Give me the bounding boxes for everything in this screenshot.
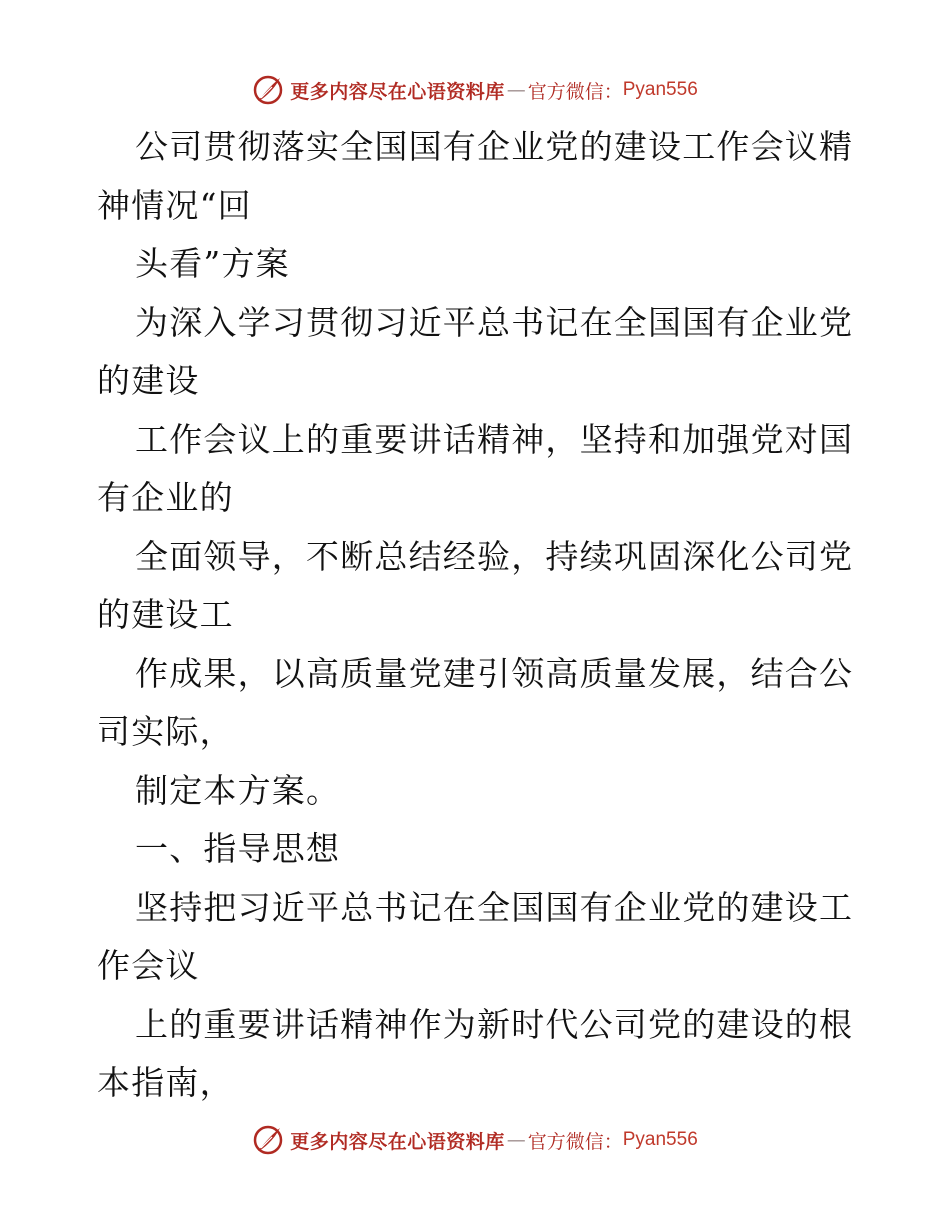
header-watermark-banner	[0, 70, 950, 110]
banner-separator: —	[506, 1129, 526, 1151]
text-line: 制定本方案。	[135, 770, 341, 810]
banner-wechat-id: Pyan556	[622, 79, 698, 100]
banner-wechat-id: Pyan556	[622, 1129, 698, 1150]
banner-wechat-label: 官方微信：	[527, 1130, 623, 1153]
text-line: 有企业的	[97, 478, 234, 517]
document-body	[97, 118, 857, 1113]
text-line: 头看”方案	[135, 244, 290, 283]
footer-watermark-banner	[0, 1120, 950, 1160]
text-line: 司实际，	[97, 712, 234, 751]
text-line: 坚持把习近平总书记在全国国有企业党的建设工	[135, 887, 854, 927]
text-line: 公司贯彻落实全国国有企业党的建设工作会议精	[135, 127, 854, 166]
text-line: 全面领导，不断总结经验，持续巩固深化公司党	[135, 536, 854, 576]
banner-wechat-label: 官方微信：	[527, 80, 623, 103]
text-line: 的建设工	[97, 595, 234, 634]
banner-promo-text: 更多内容尽在心语资料库	[290, 1130, 505, 1153]
text-line: 为深入学习贯彻习近平总书记在全国国有企业党	[135, 302, 854, 342]
text-line: 的建设	[97, 361, 200, 400]
feather-pen-circle-icon	[252, 74, 284, 106]
text-line: 上的重要讲话精神作为新时代公司党的建设的根	[135, 1004, 854, 1044]
text-line: 本指南，	[97, 1063, 234, 1102]
text-line: 作成果，以高质量党建引领高质量发展，结合公	[135, 653, 854, 693]
text-line: 工作会议上的重要讲话精神，坚持和加强党对国	[135, 419, 854, 459]
section-heading: 一、指导思想	[135, 829, 341, 868]
banner-promo-text: 更多内容尽在心语资料库	[290, 80, 505, 103]
text-line: 神情况“回	[97, 185, 252, 225]
text-line: 作会议	[97, 946, 200, 985]
feather-pen-circle-icon	[252, 1124, 284, 1156]
banner-separator: —	[506, 79, 526, 101]
